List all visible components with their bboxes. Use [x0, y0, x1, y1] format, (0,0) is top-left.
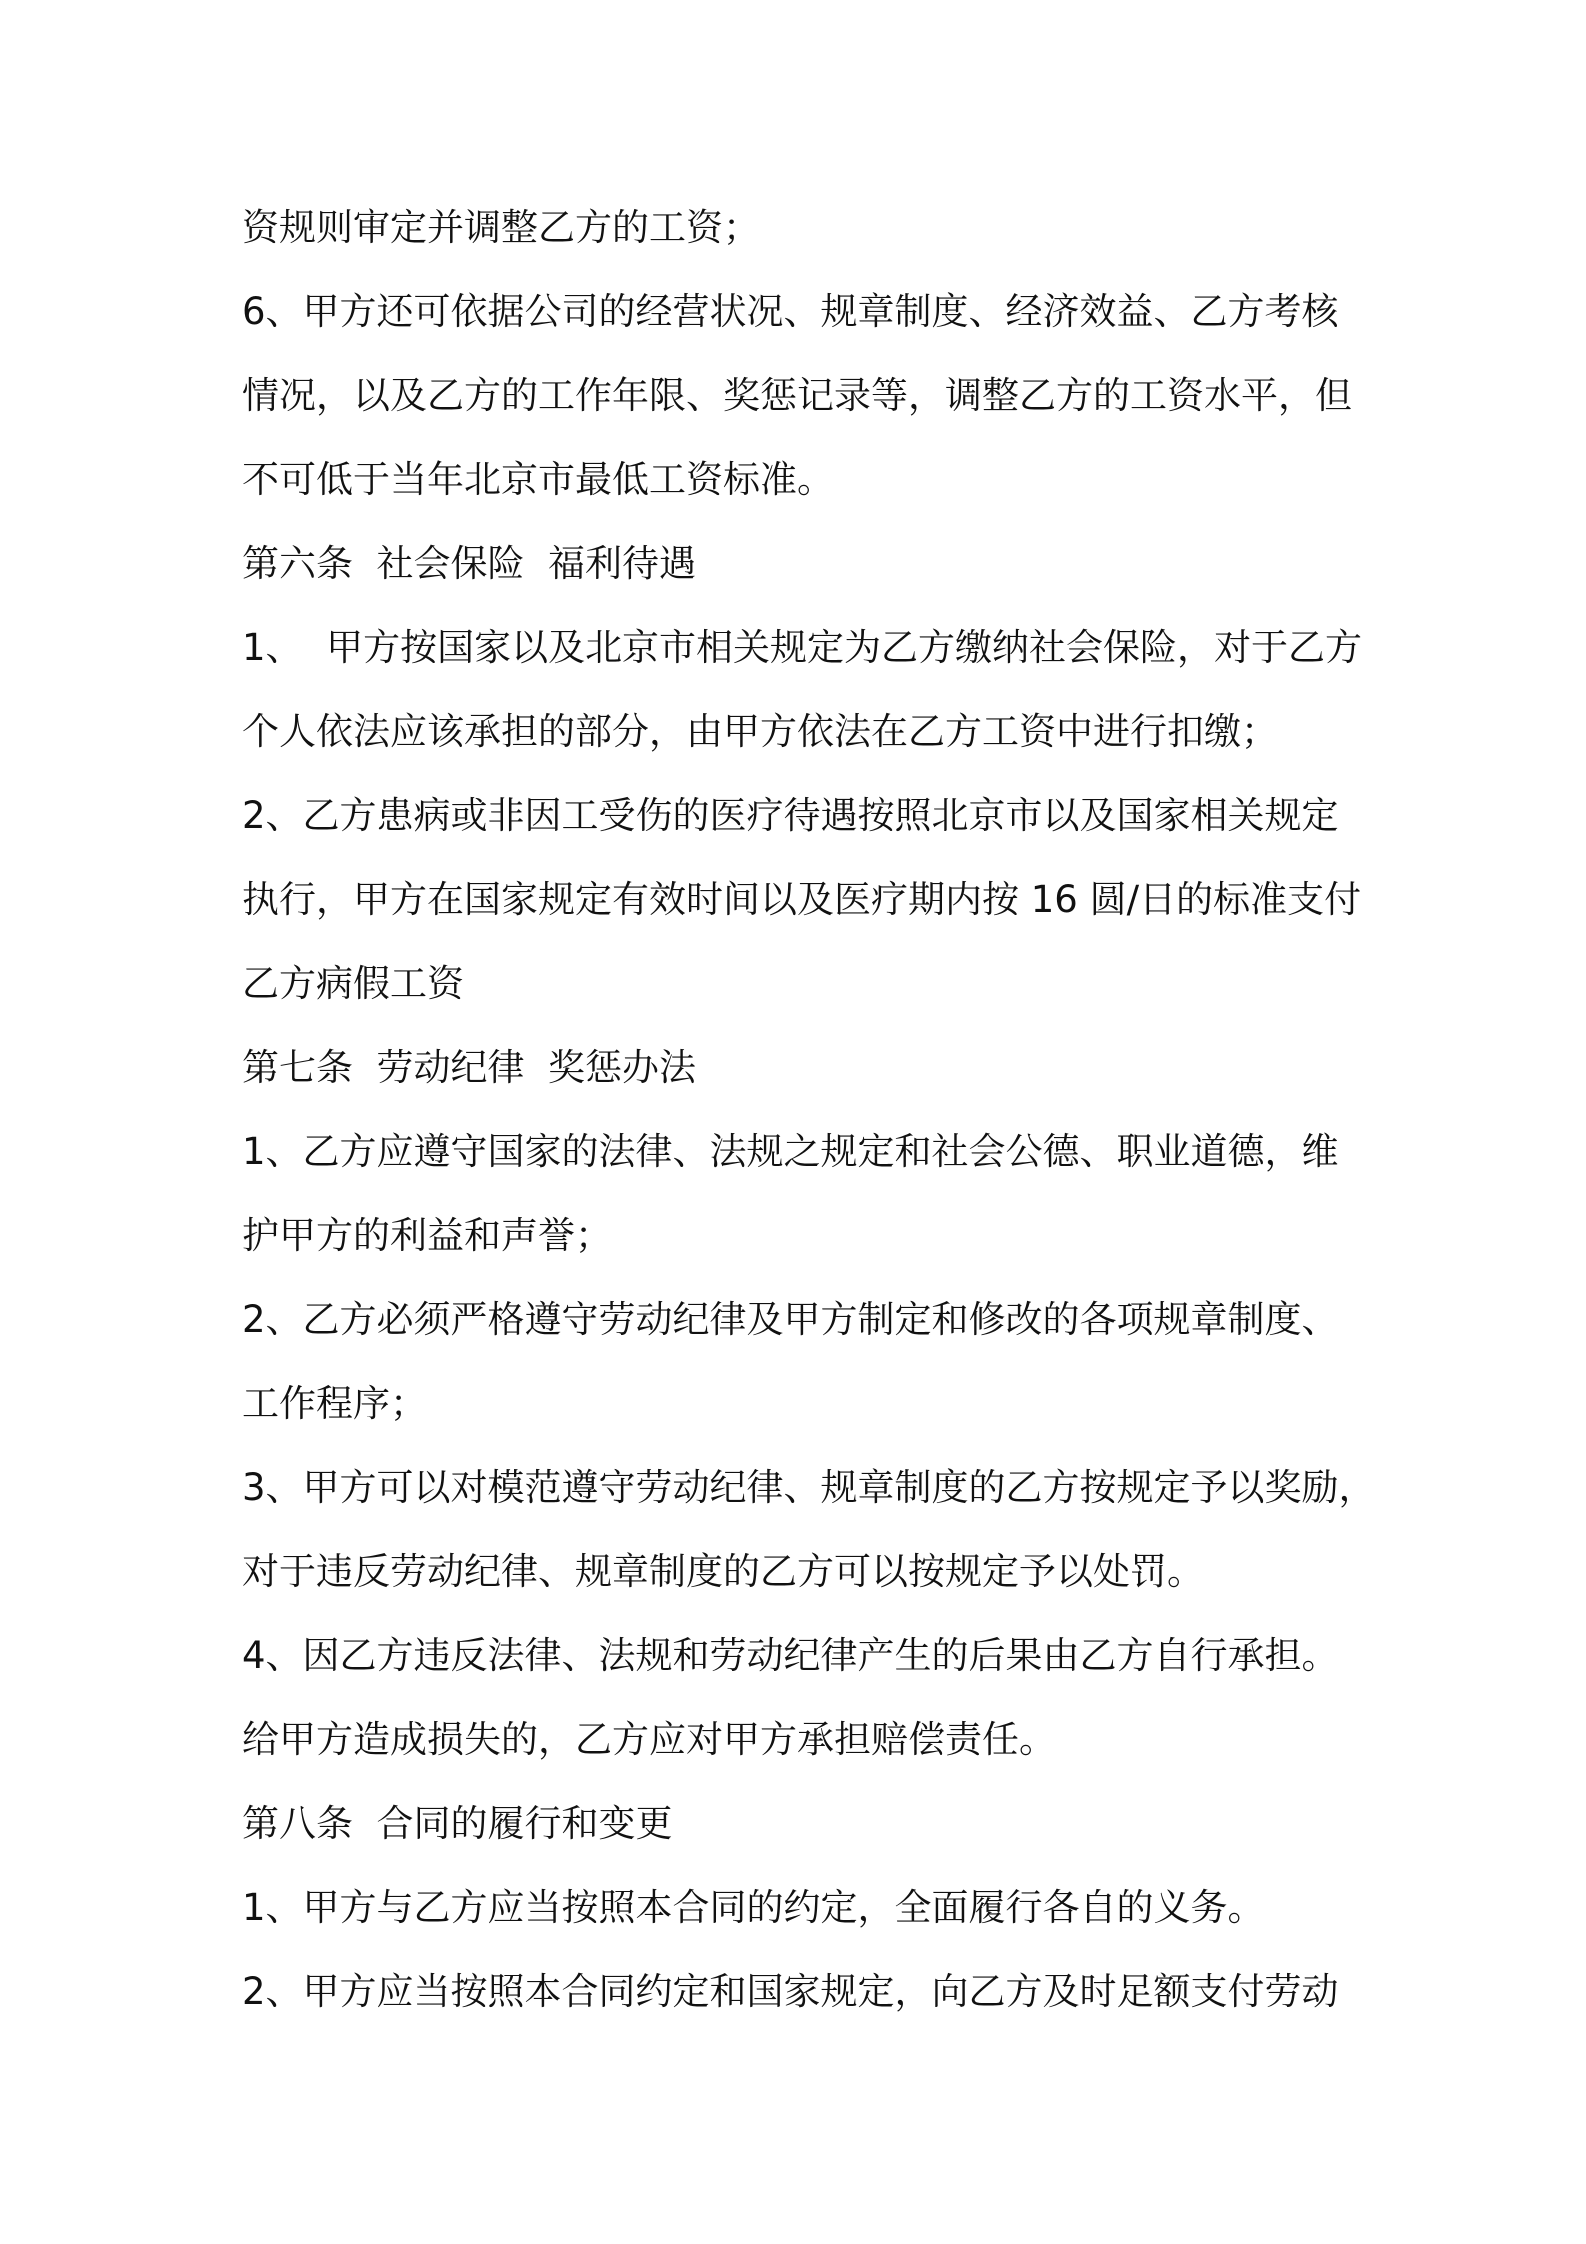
- text-line: 2、乙方必须严格遵守劳动纪律及甲方制定和修改的各项规章制度、: [242, 1298, 1339, 1341]
- text-line: 执行，甲方在国家规定有效时间以及医疗期内按 16 圆/日的标准支付: [242, 878, 1362, 921]
- contract-text: [242, 186, 1442, 2034]
- text-line: 情况，以及乙方的工作年限、奖惩记录等，调整乙方的工资水平，但: [242, 374, 1352, 417]
- text-line: 资规则审定并调整乙方的工资；: [242, 206, 760, 249]
- text-line: 2、甲方应当按照本合同约定和国家规定，向乙方及时足额支付劳动: [242, 1970, 1339, 2013]
- text-line: 1、乙方应遵守国家的法律、法规之规定和社会公德、职业道德，维: [242, 1130, 1339, 1173]
- article-heading: 第八条 合同的履行和变更: [242, 1802, 673, 1845]
- article-heading: 第六条 社会保险 福利待遇: [242, 542, 697, 585]
- text-line: 个人依法应该承担的部分，由甲方依法在乙方工资中进行扣缴；: [242, 710, 1278, 753]
- text-line: 不可低于当年北京市最低工资标准。: [242, 458, 834, 501]
- text-line: 2、乙方患病或非因工受伤的医疗待遇按照北京市以及国家相关规定: [242, 794, 1339, 837]
- text-line: 1、 甲方按国家以及北京市相关规定为乙方缴纳社会保险，对于乙方: [242, 626, 1363, 669]
- text-line: 给甲方造成损失的，乙方应对甲方承担赔偿责任。: [242, 1718, 1056, 1761]
- text-line: 护甲方的利益和声誉；: [242, 1214, 612, 1257]
- text-line: 对于违反劳动纪律、规章制度的乙方可以按规定予以处罚。: [242, 1550, 1204, 1593]
- article-heading: 第七条 劳动纪律 奖惩办法: [242, 1046, 697, 1089]
- text-line: 6、甲方还可依据公司的经营状况、规章制度、经济效益、乙方考核: [242, 290, 1339, 333]
- text-line: 工作程序；: [242, 1382, 427, 1425]
- text-line: 1、甲方与乙方应当按照本合同的约定，全面履行各自的义务。: [242, 1886, 1265, 1929]
- text-line: 乙方病假工资: [242, 962, 464, 1005]
- text-line: 3、甲方可以对模范遵守劳动纪律、规章制度的乙方按规定予以奖励，: [242, 1466, 1376, 1509]
- text-line: 4、因乙方违反法律、法规和劳动纪律产生的后果由乙方自行承担。: [242, 1634, 1339, 1677]
